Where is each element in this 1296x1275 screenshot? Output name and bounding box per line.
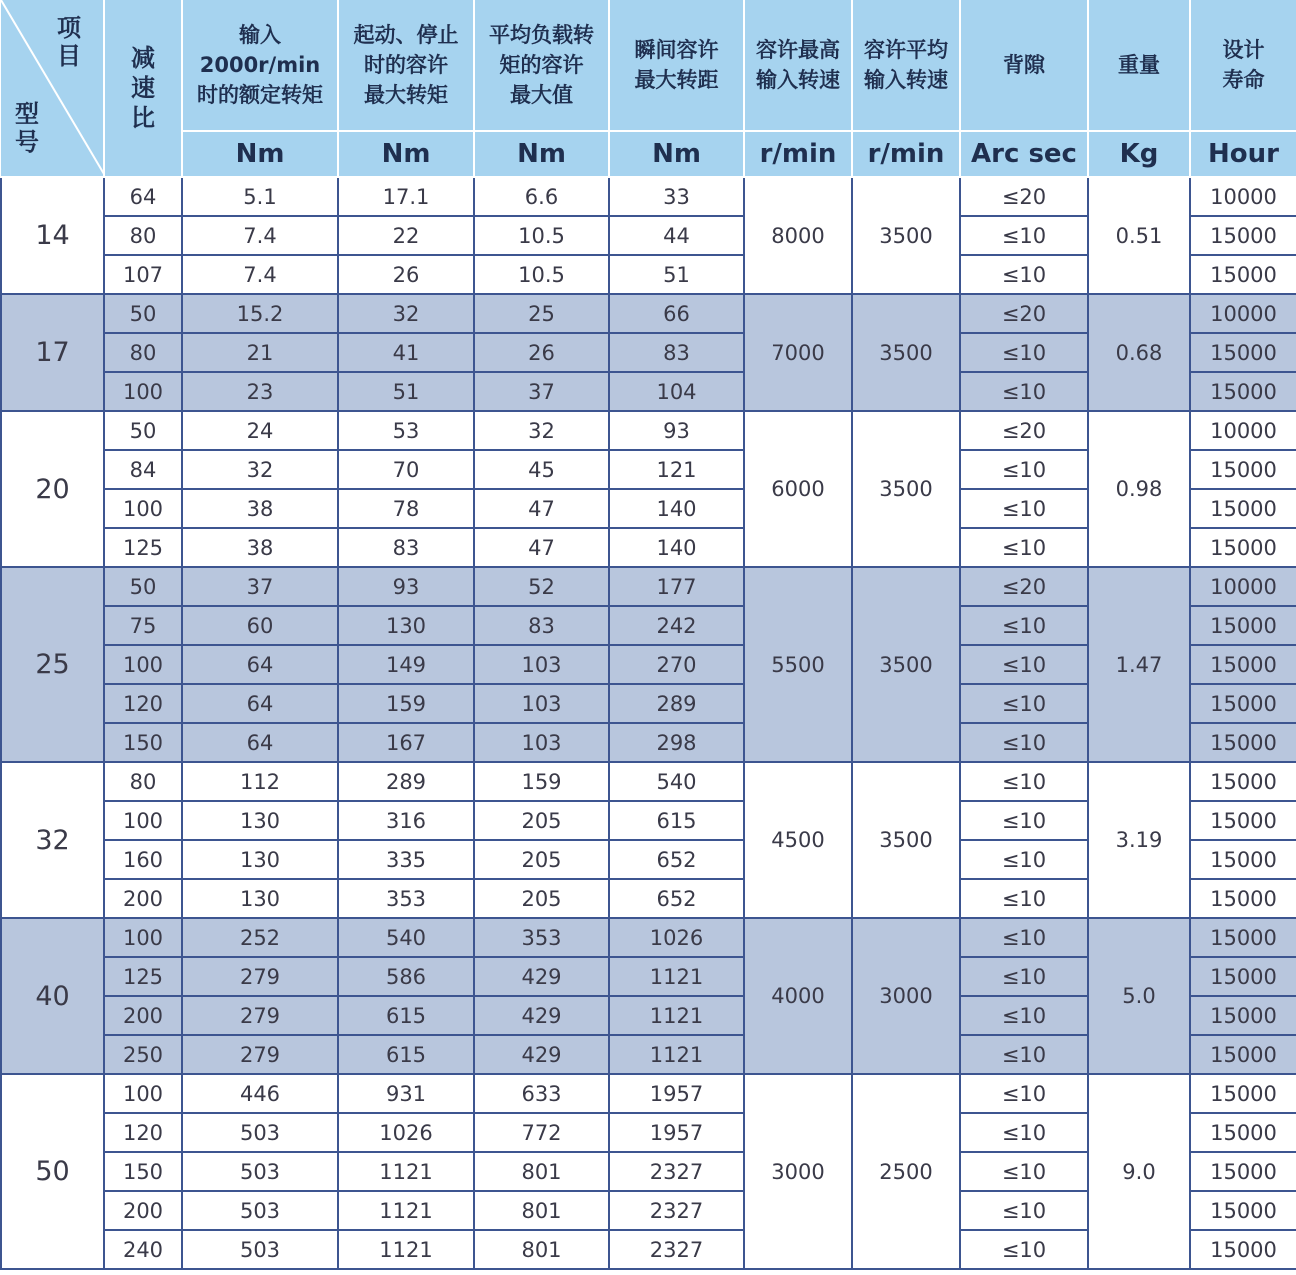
design-life-cell: 15000 <box>1190 372 1296 411</box>
rated-torque-cell: 503 <box>182 1152 338 1191</box>
max-input-speed-cell: 5500 <box>744 567 852 762</box>
momentary-torque-cell: 51 <box>609 255 744 294</box>
rated-torque-cell: 5.1 <box>182 177 338 216</box>
backlash-cell: ≤10 <box>960 840 1088 879</box>
weight-cell: 3.19 <box>1088 762 1190 918</box>
momentary-torque-cell: 242 <box>609 606 744 645</box>
design-life-cell: 15000 <box>1190 645 1296 684</box>
rated-torque-cell: 24 <box>182 411 338 450</box>
ratio-cell: 100 <box>104 918 182 957</box>
backlash-cell: ≤10 <box>960 801 1088 840</box>
avg-input-speed-cell: 3500 <box>852 294 960 411</box>
ratio-cell: 200 <box>104 996 182 1035</box>
header-startstop-torque <box>338 0 474 131</box>
backlash-cell: ≤10 <box>960 645 1088 684</box>
rated-torque-cell: 38 <box>182 489 338 528</box>
design-life-cell: 15000 <box>1190 1113 1296 1152</box>
ratio-cell: 107 <box>104 255 182 294</box>
avg-load-torque-cell: 45 <box>474 450 609 489</box>
rated-torque-cell: 112 <box>182 762 338 801</box>
momentary-torque-cell: 1026 <box>609 918 744 957</box>
design-life-cell: 15000 <box>1190 684 1296 723</box>
startstop-torque-cell: 17.1 <box>338 177 474 216</box>
startstop-torque-cell: 53 <box>338 411 474 450</box>
design-life-cell: 15000 <box>1190 333 1296 372</box>
backlash-cell: ≤10 <box>960 372 1088 411</box>
avg-input-speed-cell: 3500 <box>852 762 960 918</box>
ratio-cell: 200 <box>104 879 182 918</box>
backlash-cell: ≤10 <box>960 684 1088 723</box>
max-input-speed-cell: 8000 <box>744 177 852 294</box>
backlash-cell: ≤20 <box>960 411 1088 450</box>
startstop-torque-cell: 32 <box>338 294 474 333</box>
rated-torque-cell: 130 <box>182 801 338 840</box>
unit-backlash: Arc sec <box>960 131 1088 177</box>
rated-torque-cell: 7.4 <box>182 255 338 294</box>
startstop-torque-cell: 130 <box>338 606 474 645</box>
avg-load-torque-cell: 633 <box>474 1074 609 1113</box>
model-cell: 32 <box>1 762 104 918</box>
ratio-cell: 160 <box>104 840 182 879</box>
startstop-torque-cell: 1026 <box>338 1113 474 1152</box>
avg-load-torque-cell: 47 <box>474 528 609 567</box>
ratio-cell: 240 <box>104 1230 182 1269</box>
backlash-cell: ≤10 <box>960 528 1088 567</box>
rated-torque-cell: 503 <box>182 1113 338 1152</box>
startstop-torque-cell: 316 <box>338 801 474 840</box>
startstop-torque-cell: 149 <box>338 645 474 684</box>
ratio-cell: 120 <box>104 684 182 723</box>
avg-input-speed-cell: 3500 <box>852 567 960 762</box>
startstop-torque-cell: 93 <box>338 567 474 606</box>
backlash-cell: ≤20 <box>960 294 1088 333</box>
momentary-torque-cell: 1957 <box>609 1074 744 1113</box>
model-cell: 14 <box>1 177 104 294</box>
rated-torque-cell: 252 <box>182 918 338 957</box>
avg-load-torque-cell: 429 <box>474 996 609 1035</box>
momentary-torque-cell: 140 <box>609 489 744 528</box>
momentary-torque-cell: 140 <box>609 528 744 567</box>
momentary-torque-cell: 289 <box>609 684 744 723</box>
header-label: 容许平均 输入转速 <box>864 38 948 92</box>
model-cell: 40 <box>1 918 104 1074</box>
rated-torque-cell: 279 <box>182 957 338 996</box>
startstop-torque-cell: 1121 <box>338 1230 474 1269</box>
momentary-torque-cell: 44 <box>609 216 744 255</box>
unit-weight: Kg <box>1088 131 1190 177</box>
design-life-cell: 15000 <box>1190 450 1296 489</box>
design-life-cell: 10000 <box>1190 411 1296 450</box>
backlash-cell: ≤10 <box>960 762 1088 801</box>
avg-load-torque-cell: 37 <box>474 372 609 411</box>
startstop-torque-cell: 83 <box>338 528 474 567</box>
header-corner-cell <box>1 0 104 177</box>
design-life-cell: 15000 <box>1190 1230 1296 1269</box>
model-cell: 20 <box>1 411 104 567</box>
ratio-cell: 100 <box>104 801 182 840</box>
unit-max-input-speed: r/min <box>744 131 852 177</box>
momentary-torque-cell: 177 <box>609 567 744 606</box>
startstop-torque-cell: 540 <box>338 918 474 957</box>
backlash-cell: ≤10 <box>960 333 1088 372</box>
backlash-cell: ≤10 <box>960 1230 1088 1269</box>
design-life-cell: 15000 <box>1190 840 1296 879</box>
ratio-cell: 80 <box>104 762 182 801</box>
design-life-cell: 15000 <box>1190 528 1296 567</box>
max-input-speed-cell: 4500 <box>744 762 852 918</box>
ratio-cell: 100 <box>104 645 182 684</box>
rated-torque-cell: 38 <box>182 528 338 567</box>
header-max-input-speed <box>744 0 852 131</box>
unit-momentary-torque: Nm <box>609 131 744 177</box>
header-avg-input-speed <box>852 0 960 131</box>
header-label: 输入 2000r/min 时的额定转矩 <box>197 23 323 107</box>
corner-item-label: 项目 <box>57 14 81 70</box>
max-input-speed-cell: 6000 <box>744 411 852 567</box>
table-row <box>1 1074 1296 1113</box>
rated-torque-cell: 446 <box>182 1074 338 1113</box>
design-life-cell: 10000 <box>1190 177 1296 216</box>
backlash-cell: ≤10 <box>960 1191 1088 1230</box>
momentary-torque-cell: 104 <box>609 372 744 411</box>
momentary-torque-cell: 270 <box>609 645 744 684</box>
design-life-cell: 15000 <box>1190 957 1296 996</box>
momentary-torque-cell: 1957 <box>609 1113 744 1152</box>
design-life-cell: 15000 <box>1190 996 1296 1035</box>
design-life-cell: 15000 <box>1190 1035 1296 1074</box>
max-input-speed-cell: 4000 <box>744 918 852 1074</box>
avg-load-torque-cell: 772 <box>474 1113 609 1152</box>
design-life-cell: 15000 <box>1190 1191 1296 1230</box>
rated-torque-cell: 279 <box>182 996 338 1035</box>
startstop-torque-cell: 586 <box>338 957 474 996</box>
avg-input-speed-cell: 3500 <box>852 411 960 567</box>
header-design-life <box>1190 0 1296 131</box>
ratio-cell: 100 <box>104 1074 182 1113</box>
table-row <box>1 177 1296 216</box>
design-life-cell: 15000 <box>1190 1152 1296 1191</box>
startstop-torque-cell: 70 <box>338 450 474 489</box>
avg-load-torque-cell: 429 <box>474 1035 609 1074</box>
rated-torque-cell: 503 <box>182 1191 338 1230</box>
ratio-cell: 100 <box>104 489 182 528</box>
ratio-cell: 80 <box>104 216 182 255</box>
momentary-torque-cell: 652 <box>609 879 744 918</box>
startstop-torque-cell: 26 <box>338 255 474 294</box>
design-life-cell: 15000 <box>1190 1074 1296 1113</box>
header-avg-load-torque <box>474 0 609 131</box>
header-ratio <box>104 0 182 177</box>
avg-load-torque-cell: 103 <box>474 723 609 762</box>
unit-design-life: Hour <box>1190 131 1296 177</box>
startstop-torque-cell: 78 <box>338 489 474 528</box>
startstop-torque-cell: 353 <box>338 879 474 918</box>
backlash-cell: ≤10 <box>960 879 1088 918</box>
ratio-cell: 125 <box>104 528 182 567</box>
header-label: 设计 寿命 <box>1222 38 1265 92</box>
rated-torque-cell: 60 <box>182 606 338 645</box>
avg-load-torque-cell: 205 <box>474 801 609 840</box>
rated-torque-cell: 64 <box>182 723 338 762</box>
backlash-cell: ≤10 <box>960 996 1088 1035</box>
backlash-cell: ≤20 <box>960 177 1088 216</box>
backlash-cell: ≤10 <box>960 918 1088 957</box>
design-life-cell: 10000 <box>1190 294 1296 333</box>
rated-torque-cell: 64 <box>182 684 338 723</box>
avg-load-torque-cell: 205 <box>474 879 609 918</box>
ratio-cell: 64 <box>104 177 182 216</box>
momentary-torque-cell: 1121 <box>609 1035 744 1074</box>
startstop-torque-cell: 22 <box>338 216 474 255</box>
backlash-cell: ≤10 <box>960 216 1088 255</box>
weight-cell: 0.98 <box>1088 411 1190 567</box>
startstop-torque-cell: 615 <box>338 996 474 1035</box>
backlash-cell: ≤10 <box>960 957 1088 996</box>
avg-load-torque-cell: 205 <box>474 840 609 879</box>
unit-rated-torque: Nm <box>182 131 338 177</box>
rated-torque-cell: 503 <box>182 1230 338 1269</box>
avg-load-torque-cell: 353 <box>474 918 609 957</box>
rated-torque-cell: 15.2 <box>182 294 338 333</box>
avg-load-torque-cell: 103 <box>474 645 609 684</box>
design-life-cell: 15000 <box>1190 918 1296 957</box>
startstop-torque-cell: 51 <box>338 372 474 411</box>
backlash-cell: ≤10 <box>960 723 1088 762</box>
header-label: 重量 <box>1118 53 1160 77</box>
avg-load-torque-cell: 159 <box>474 762 609 801</box>
weight-cell: 1.47 <box>1088 567 1190 762</box>
header-label: 背隙 <box>1003 53 1045 77</box>
design-life-cell: 10000 <box>1190 567 1296 606</box>
table-row <box>1 918 1296 957</box>
table-row <box>1 567 1296 606</box>
rated-torque-cell: 23 <box>182 372 338 411</box>
design-life-cell: 15000 <box>1190 216 1296 255</box>
backlash-cell: ≤10 <box>960 450 1088 489</box>
startstop-torque-cell: 1121 <box>338 1152 474 1191</box>
avg-load-torque-cell: 52 <box>474 567 609 606</box>
header-weight <box>1088 0 1190 131</box>
avg-load-torque-cell: 25 <box>474 294 609 333</box>
momentary-torque-cell: 83 <box>609 333 744 372</box>
backlash-cell: ≤10 <box>960 606 1088 645</box>
avg-load-torque-cell: 10.5 <box>474 216 609 255</box>
design-life-cell: 15000 <box>1190 762 1296 801</box>
design-life-cell: 15000 <box>1190 723 1296 762</box>
avg-input-speed-cell: 3000 <box>852 918 960 1074</box>
table-header <box>1 0 1296 177</box>
weight-cell: 5.0 <box>1088 918 1190 1074</box>
rated-torque-cell: 37 <box>182 567 338 606</box>
momentary-torque-cell: 2327 <box>609 1230 744 1269</box>
momentary-torque-cell: 652 <box>609 840 744 879</box>
unit-startstop-torque: Nm <box>338 131 474 177</box>
rated-torque-cell: 130 <box>182 840 338 879</box>
ratio-cell: 250 <box>104 1035 182 1074</box>
header-backlash <box>960 0 1088 131</box>
model-cell: 50 <box>1 1074 104 1269</box>
table-row <box>1 294 1296 333</box>
avg-load-torque-cell: 32 <box>474 411 609 450</box>
startstop-torque-cell: 615 <box>338 1035 474 1074</box>
startstop-torque-cell: 931 <box>338 1074 474 1113</box>
ratio-cell: 125 <box>104 957 182 996</box>
avg-load-torque-cell: 103 <box>474 684 609 723</box>
ratio-cell: 80 <box>104 333 182 372</box>
ratio-cell: 84 <box>104 450 182 489</box>
momentary-torque-cell: 33 <box>609 177 744 216</box>
weight-cell: 0.68 <box>1088 294 1190 411</box>
ratio-cell: 200 <box>104 1191 182 1230</box>
weight-cell: 0.51 <box>1088 177 1190 294</box>
corner-type-label: 型号 <box>15 100 39 156</box>
header-label: 容许最高 输入转速 <box>756 38 840 92</box>
ratio-cell: 50 <box>104 411 182 450</box>
model-cell: 25 <box>1 567 104 762</box>
avg-input-speed-cell: 3500 <box>852 177 960 294</box>
startstop-torque-cell: 335 <box>338 840 474 879</box>
momentary-torque-cell: 540 <box>609 762 744 801</box>
design-life-cell: 15000 <box>1190 489 1296 528</box>
weight-cell: 9.0 <box>1088 1074 1190 1269</box>
header-row-units <box>1 131 1296 177</box>
ratio-cell: 100 <box>104 372 182 411</box>
ratio-cell: 75 <box>104 606 182 645</box>
avg-load-torque-cell: 801 <box>474 1191 609 1230</box>
rated-torque-cell: 32 <box>182 450 338 489</box>
backlash-cell: ≤10 <box>960 1035 1088 1074</box>
unit-avg-input-speed: r/min <box>852 131 960 177</box>
table-body <box>1 177 1296 1269</box>
header-rated-torque <box>182 0 338 131</box>
backlash-cell: ≤10 <box>960 489 1088 528</box>
design-life-cell: 15000 <box>1190 255 1296 294</box>
avg-load-torque-cell: 801 <box>474 1152 609 1191</box>
startstop-torque-cell: 167 <box>338 723 474 762</box>
unit-avg-load-torque: Nm <box>474 131 609 177</box>
startstop-torque-cell: 159 <box>338 684 474 723</box>
ratio-cell: 120 <box>104 1113 182 1152</box>
momentary-torque-cell: 121 <box>609 450 744 489</box>
ratio-cell: 150 <box>104 1152 182 1191</box>
avg-load-torque-cell: 10.5 <box>474 255 609 294</box>
table-row <box>1 411 1296 450</box>
ratio-cell: 50 <box>104 294 182 333</box>
table-row <box>1 762 1296 801</box>
max-input-speed-cell: 7000 <box>744 294 852 411</box>
avg-load-torque-cell: 83 <box>474 606 609 645</box>
momentary-torque-cell: 2327 <box>609 1152 744 1191</box>
avg-input-speed-cell: 2500 <box>852 1074 960 1269</box>
momentary-torque-cell: 2327 <box>609 1191 744 1230</box>
rated-torque-cell: 130 <box>182 879 338 918</box>
header-momentary-torque <box>609 0 744 131</box>
design-life-cell: 15000 <box>1190 606 1296 645</box>
startstop-torque-cell: 289 <box>338 762 474 801</box>
backlash-cell: ≤10 <box>960 255 1088 294</box>
rated-torque-cell: 21 <box>182 333 338 372</box>
header-ratio-label: 减速比 <box>131 44 155 132</box>
model-cell: 17 <box>1 294 104 411</box>
max-input-speed-cell: 3000 <box>744 1074 852 1269</box>
momentary-torque-cell: 1121 <box>609 996 744 1035</box>
momentary-torque-cell: 298 <box>609 723 744 762</box>
header-row-titles <box>1 0 1296 131</box>
rated-torque-cell: 7.4 <box>182 216 338 255</box>
header-label: 瞬间容许 最大转距 <box>634 38 719 92</box>
backlash-cell: ≤10 <box>960 1152 1088 1191</box>
design-life-cell: 15000 <box>1190 879 1296 918</box>
backlash-cell: ≤20 <box>960 567 1088 606</box>
avg-load-torque-cell: 6.6 <box>474 177 609 216</box>
rated-torque-cell: 279 <box>182 1035 338 1074</box>
avg-load-torque-cell: 801 <box>474 1230 609 1269</box>
header-label: 平均负载转 矩的容许 最大值 <box>489 23 594 107</box>
momentary-torque-cell: 1121 <box>609 957 744 996</box>
momentary-torque-cell: 93 <box>609 411 744 450</box>
avg-load-torque-cell: 47 <box>474 489 609 528</box>
header-label: 起动、停止 时的容许 最大转矩 <box>353 23 459 107</box>
backlash-cell: ≤10 <box>960 1113 1088 1152</box>
avg-load-torque-cell: 26 <box>474 333 609 372</box>
backlash-cell: ≤10 <box>960 1074 1088 1113</box>
ratio-cell: 50 <box>104 567 182 606</box>
momentary-torque-cell: 66 <box>609 294 744 333</box>
design-life-cell: 15000 <box>1190 801 1296 840</box>
rated-torque-cell: 64 <box>182 645 338 684</box>
startstop-torque-cell: 41 <box>338 333 474 372</box>
ratio-cell: 150 <box>104 723 182 762</box>
momentary-torque-cell: 615 <box>609 801 744 840</box>
avg-load-torque-cell: 429 <box>474 957 609 996</box>
startstop-torque-cell: 1121 <box>338 1191 474 1230</box>
